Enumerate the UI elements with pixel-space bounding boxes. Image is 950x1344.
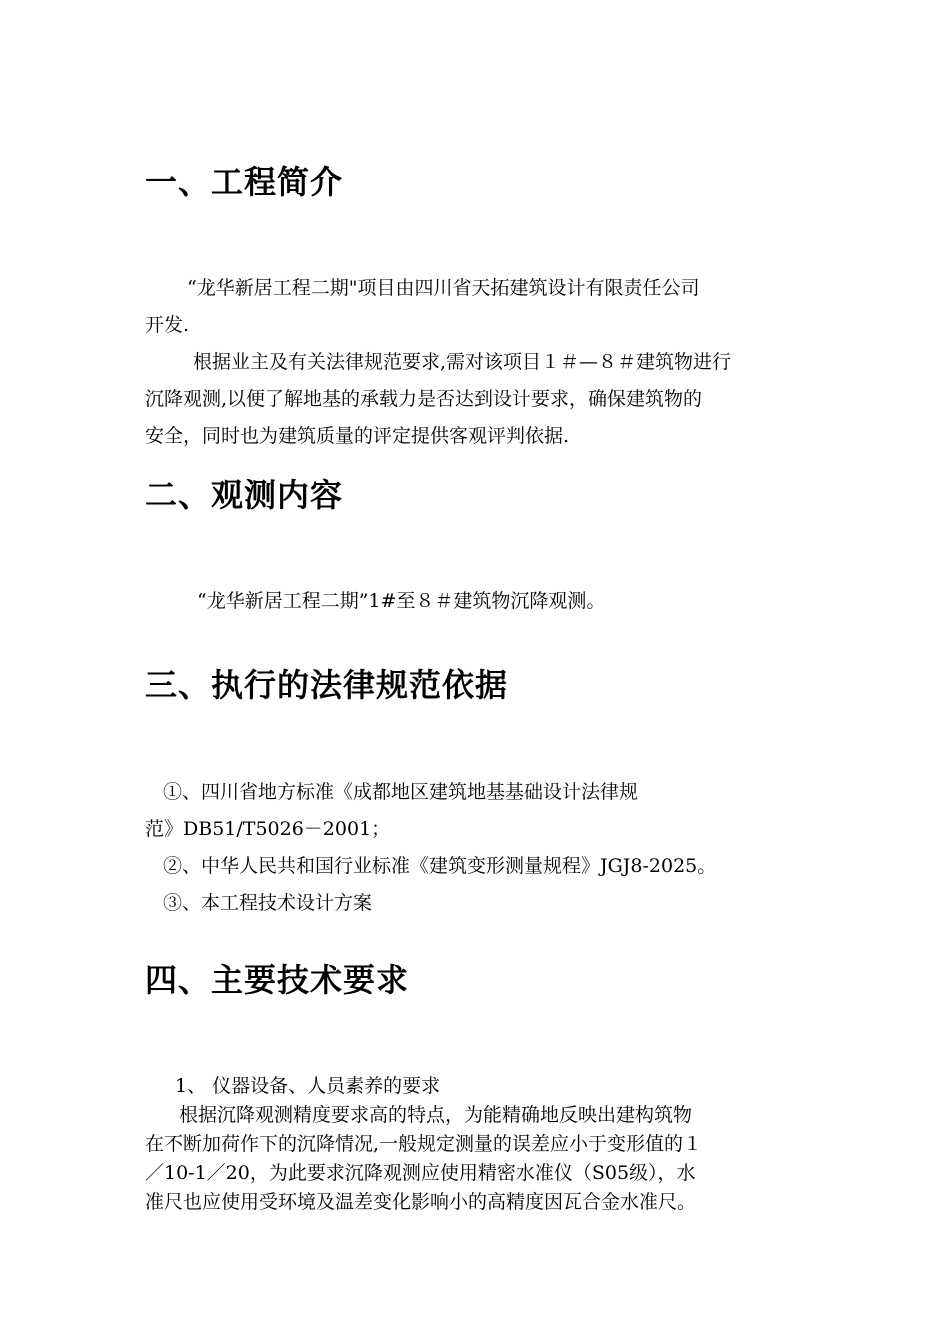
section-2-heading: 二、观测内容	[145, 476, 344, 514]
section-3-heading: 三、执行的法律规范依据	[145, 666, 509, 704]
section-3-line-1: ①、四川省地方标准《成都地区建筑地基基础设计法律规	[163, 781, 639, 803]
section-3-line-2: 范》DB51/T5026－2001；	[145, 818, 391, 840]
section-1-line-3: 根据业主及有关法律规范要求,需对该项目１＃—８＃建筑物进行	[193, 351, 732, 373]
section-1-line-5: 安全，同时也为建筑质量的评定提供客观评判依据.	[145, 425, 570, 447]
section-4-line-1: 根据沉降观测精度要求高的特点，为能精确地反映出建构筑物	[179, 1104, 693, 1126]
section-1-body	[145, 270, 815, 455]
section-3-line-3: ②、中华人民共和国行业标准《建筑变形测量规程》JGJ8-2025。	[163, 855, 717, 877]
section-2-body	[145, 583, 815, 620]
section-1-line-2: 开发.	[145, 314, 190, 336]
section-4-subheading: 1、 仪器设备、人员素养的要求	[175, 1075, 441, 1097]
section-4-line-4: 准尺也应使用受环境及温差变化影响小的高精度因瓦合金水准尺。	[145, 1191, 697, 1213]
section-3-line-4: ③、本工程技术设计方案	[163, 892, 373, 914]
section-1-heading: 一、工程简介	[145, 163, 344, 201]
section-3-body	[145, 774, 815, 922]
section-4-body	[145, 1072, 815, 1217]
section-1-line-4: 沉降观测,以便了解地基的承载力是否达到设计要求，确保建筑物的	[145, 388, 703, 410]
section-4-line-3: ／10-1／20，为此要求沉降观测应使用精密水准仪（S05级），水	[145, 1162, 696, 1184]
section-4-line-2: 在不断加荷作下的沉降情况,一般规定测量的误差应小于变形值的１	[145, 1133, 703, 1155]
section-4-heading: 四、主要技术要求	[145, 961, 410, 999]
section-1-line-1: “龙华新居工程二期"项目由四川省天拓建筑设计有限责任公司	[187, 277, 700, 299]
section-2-line-1: “龙华新居工程二期”1#至８＃建筑物沉降观测。	[197, 590, 606, 612]
